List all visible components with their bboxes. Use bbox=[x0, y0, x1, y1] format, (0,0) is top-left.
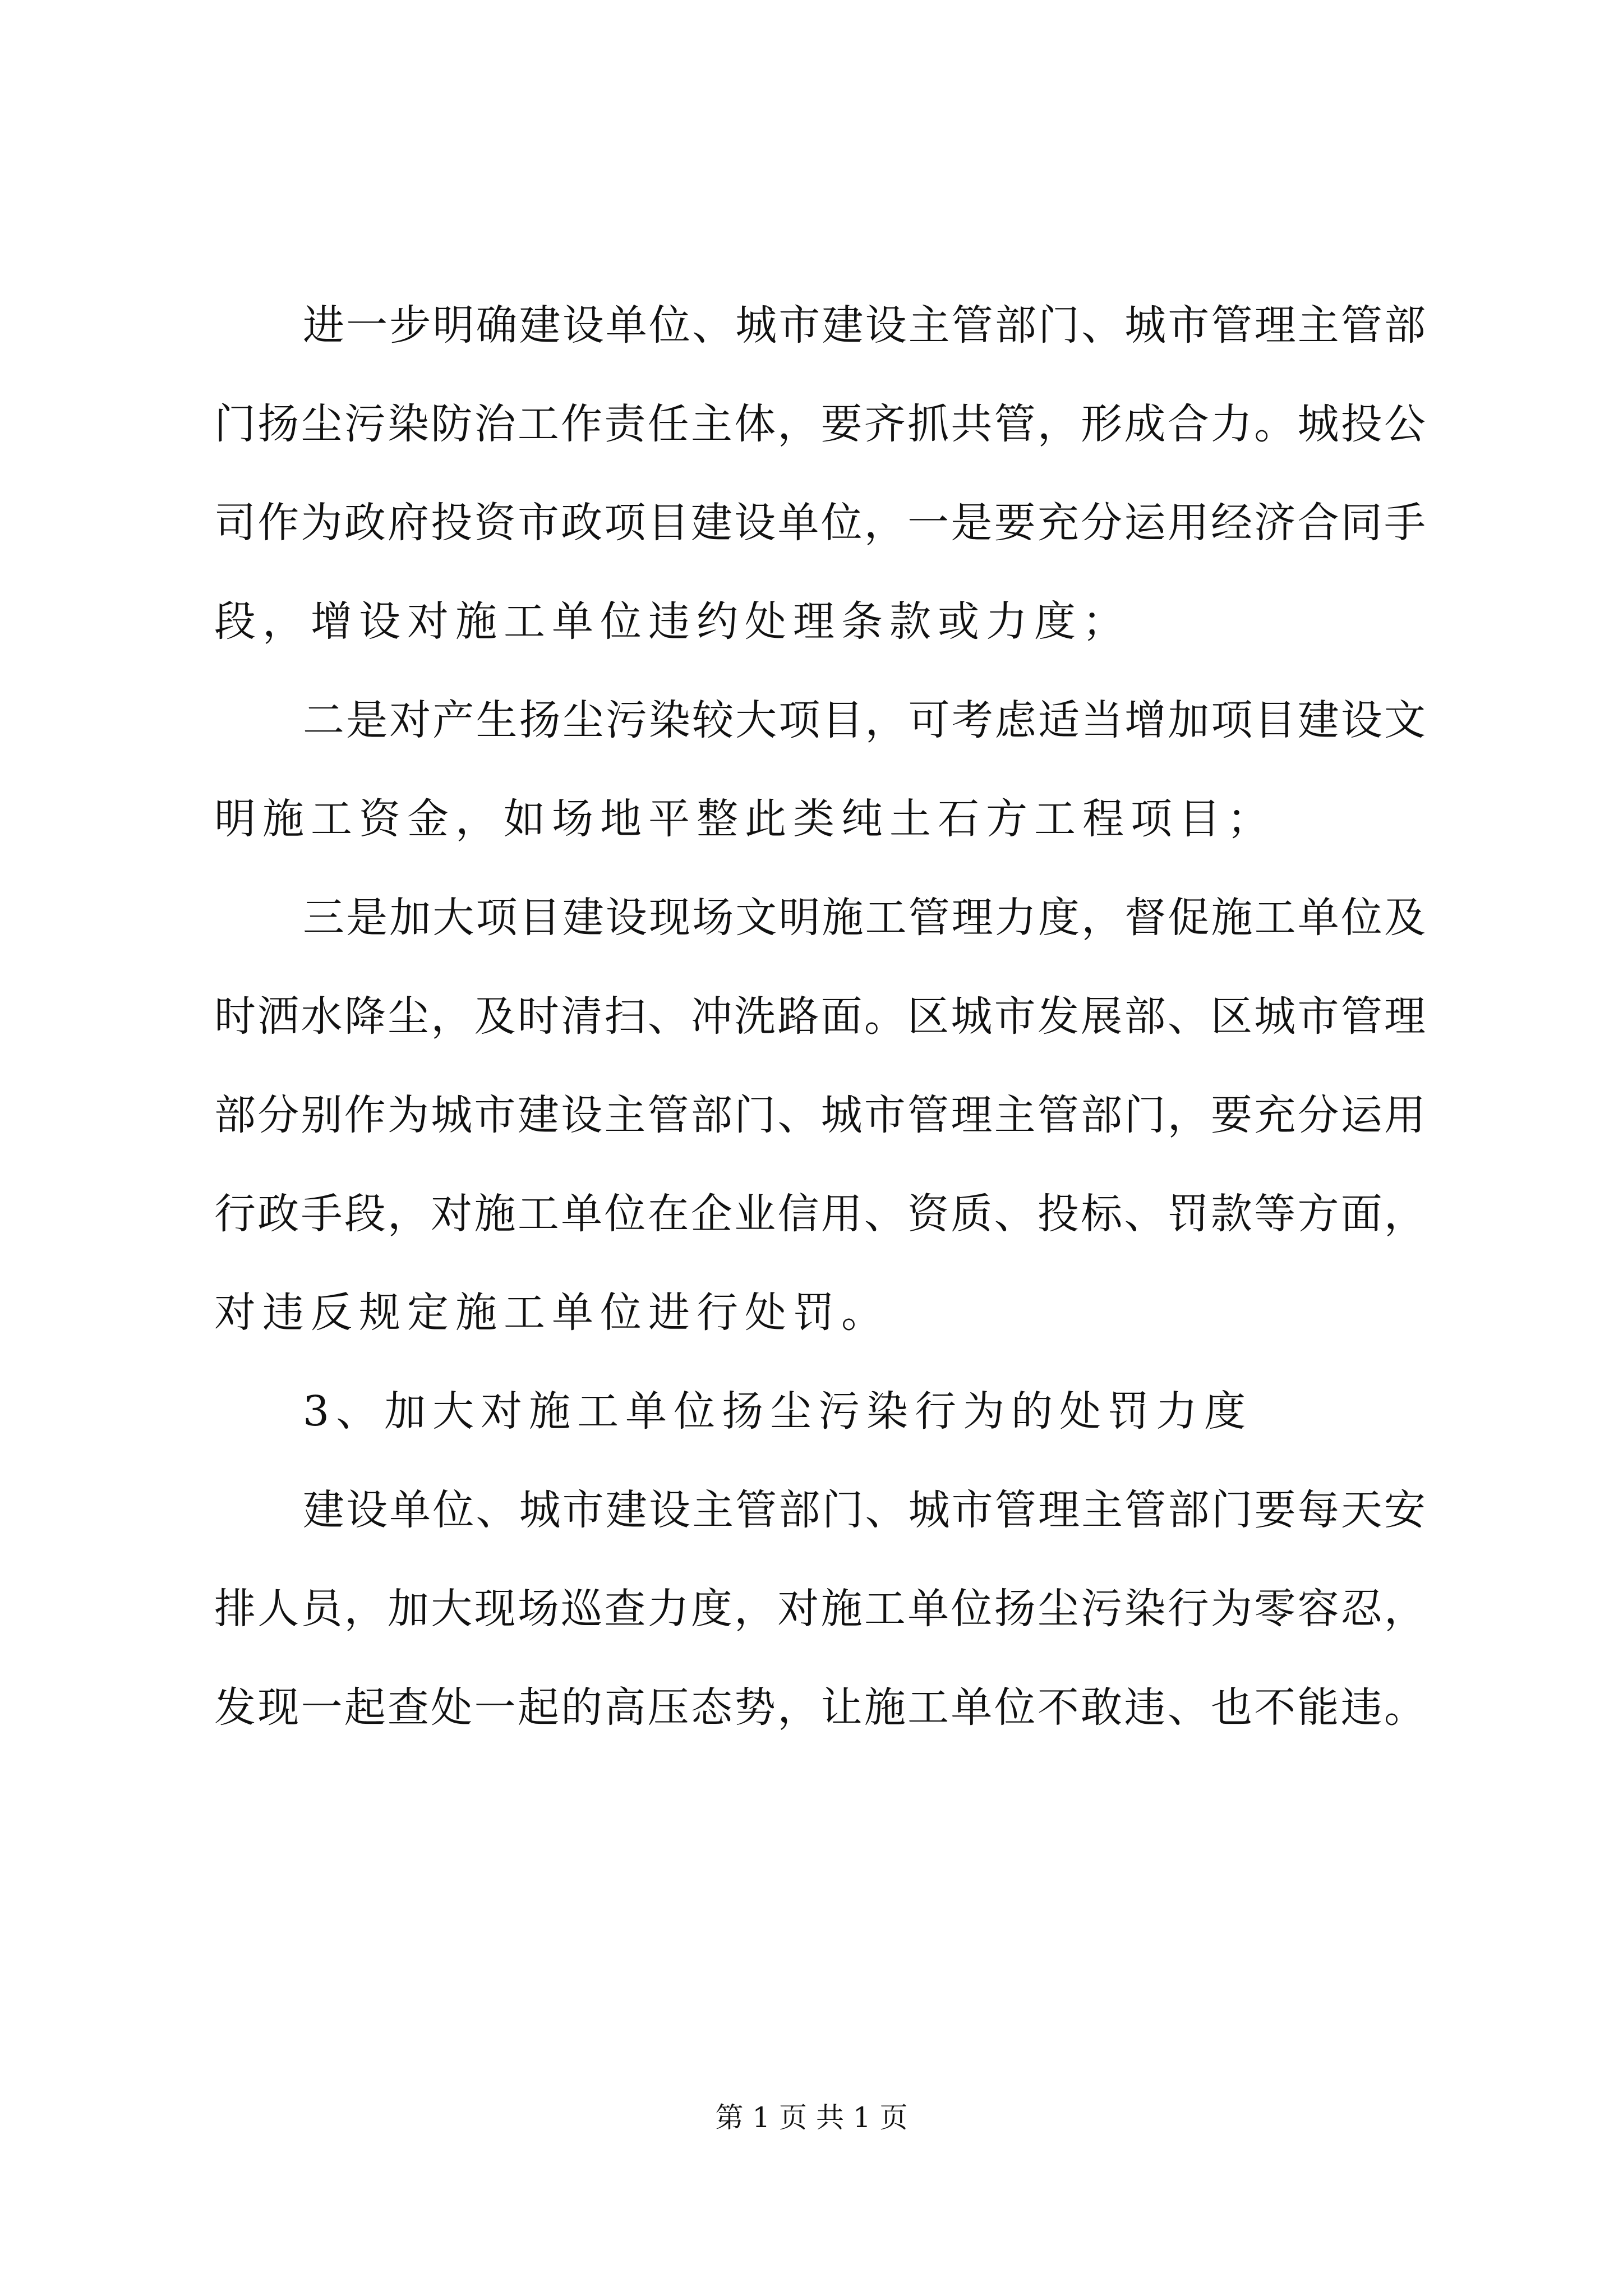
document-body bbox=[214, 276, 1426, 1757]
page-number-footer: 第 1 页 共 1 页 bbox=[715, 2101, 908, 2134]
section-heading: 3、加大对施工单位扬尘污染行为的处罚力度 bbox=[303, 1387, 1253, 1435]
paragraph-3-line-2: 时洒水降尘，及时清扫、冲洗路面。区城市发展部、区城市管理 bbox=[214, 992, 1426, 1041]
paragraph-1-line-1: 进一步明确建设单位、城市建设主管部门、城市管理主管部 bbox=[303, 301, 1426, 349]
paragraph-1-line-3: 司作为政府投资市政项目建设单位，一是要充分运用经济合同手 bbox=[214, 499, 1426, 547]
paragraph-2-line-2: 明施工资金，如场地平整此类纯土石方工程项目； bbox=[214, 795, 1275, 843]
paragraph-2-line-1: 二是对产生扬尘污染较大项目，可考虑适当增加项目建设文 bbox=[303, 696, 1426, 744]
paragraph-3-line-1: 三是加大项目建设现场文明施工管理力度，督促施工单位及 bbox=[303, 894, 1426, 942]
paragraph-3-line-3: 部分别作为城市建设主管部门、城市管理主管部门，要充分运用 bbox=[214, 1091, 1426, 1139]
paragraph-1-line-2: 门扬尘污染防治工作责任主体，要齐抓共管，形成合力。城投公 bbox=[214, 400, 1426, 448]
paragraph-1-line-4: 段，增设对施工单位违约处理条款或力度； bbox=[214, 597, 1131, 646]
paragraph-4-line-1: 建设单位、城市建设主管部门、城市管理主管部门要每天安 bbox=[303, 1486, 1426, 1534]
paragraph-4-line-2: 排人员，加大现场巡查力度，对施工单位扬尘污染行为零容忍， bbox=[214, 1585, 1426, 1633]
paragraph-3-line-4: 行政手段，对施工单位在企业信用、资质、投标、罚款等方面， bbox=[214, 1190, 1426, 1238]
paragraph-4-line-3: 发现一起查处一起的高压态势，让施工单位不敢违、也不能违。 bbox=[214, 1683, 1426, 1732]
paragraph-3-line-5: 对违反规定施工单位进行处罚。 bbox=[214, 1289, 889, 1337]
